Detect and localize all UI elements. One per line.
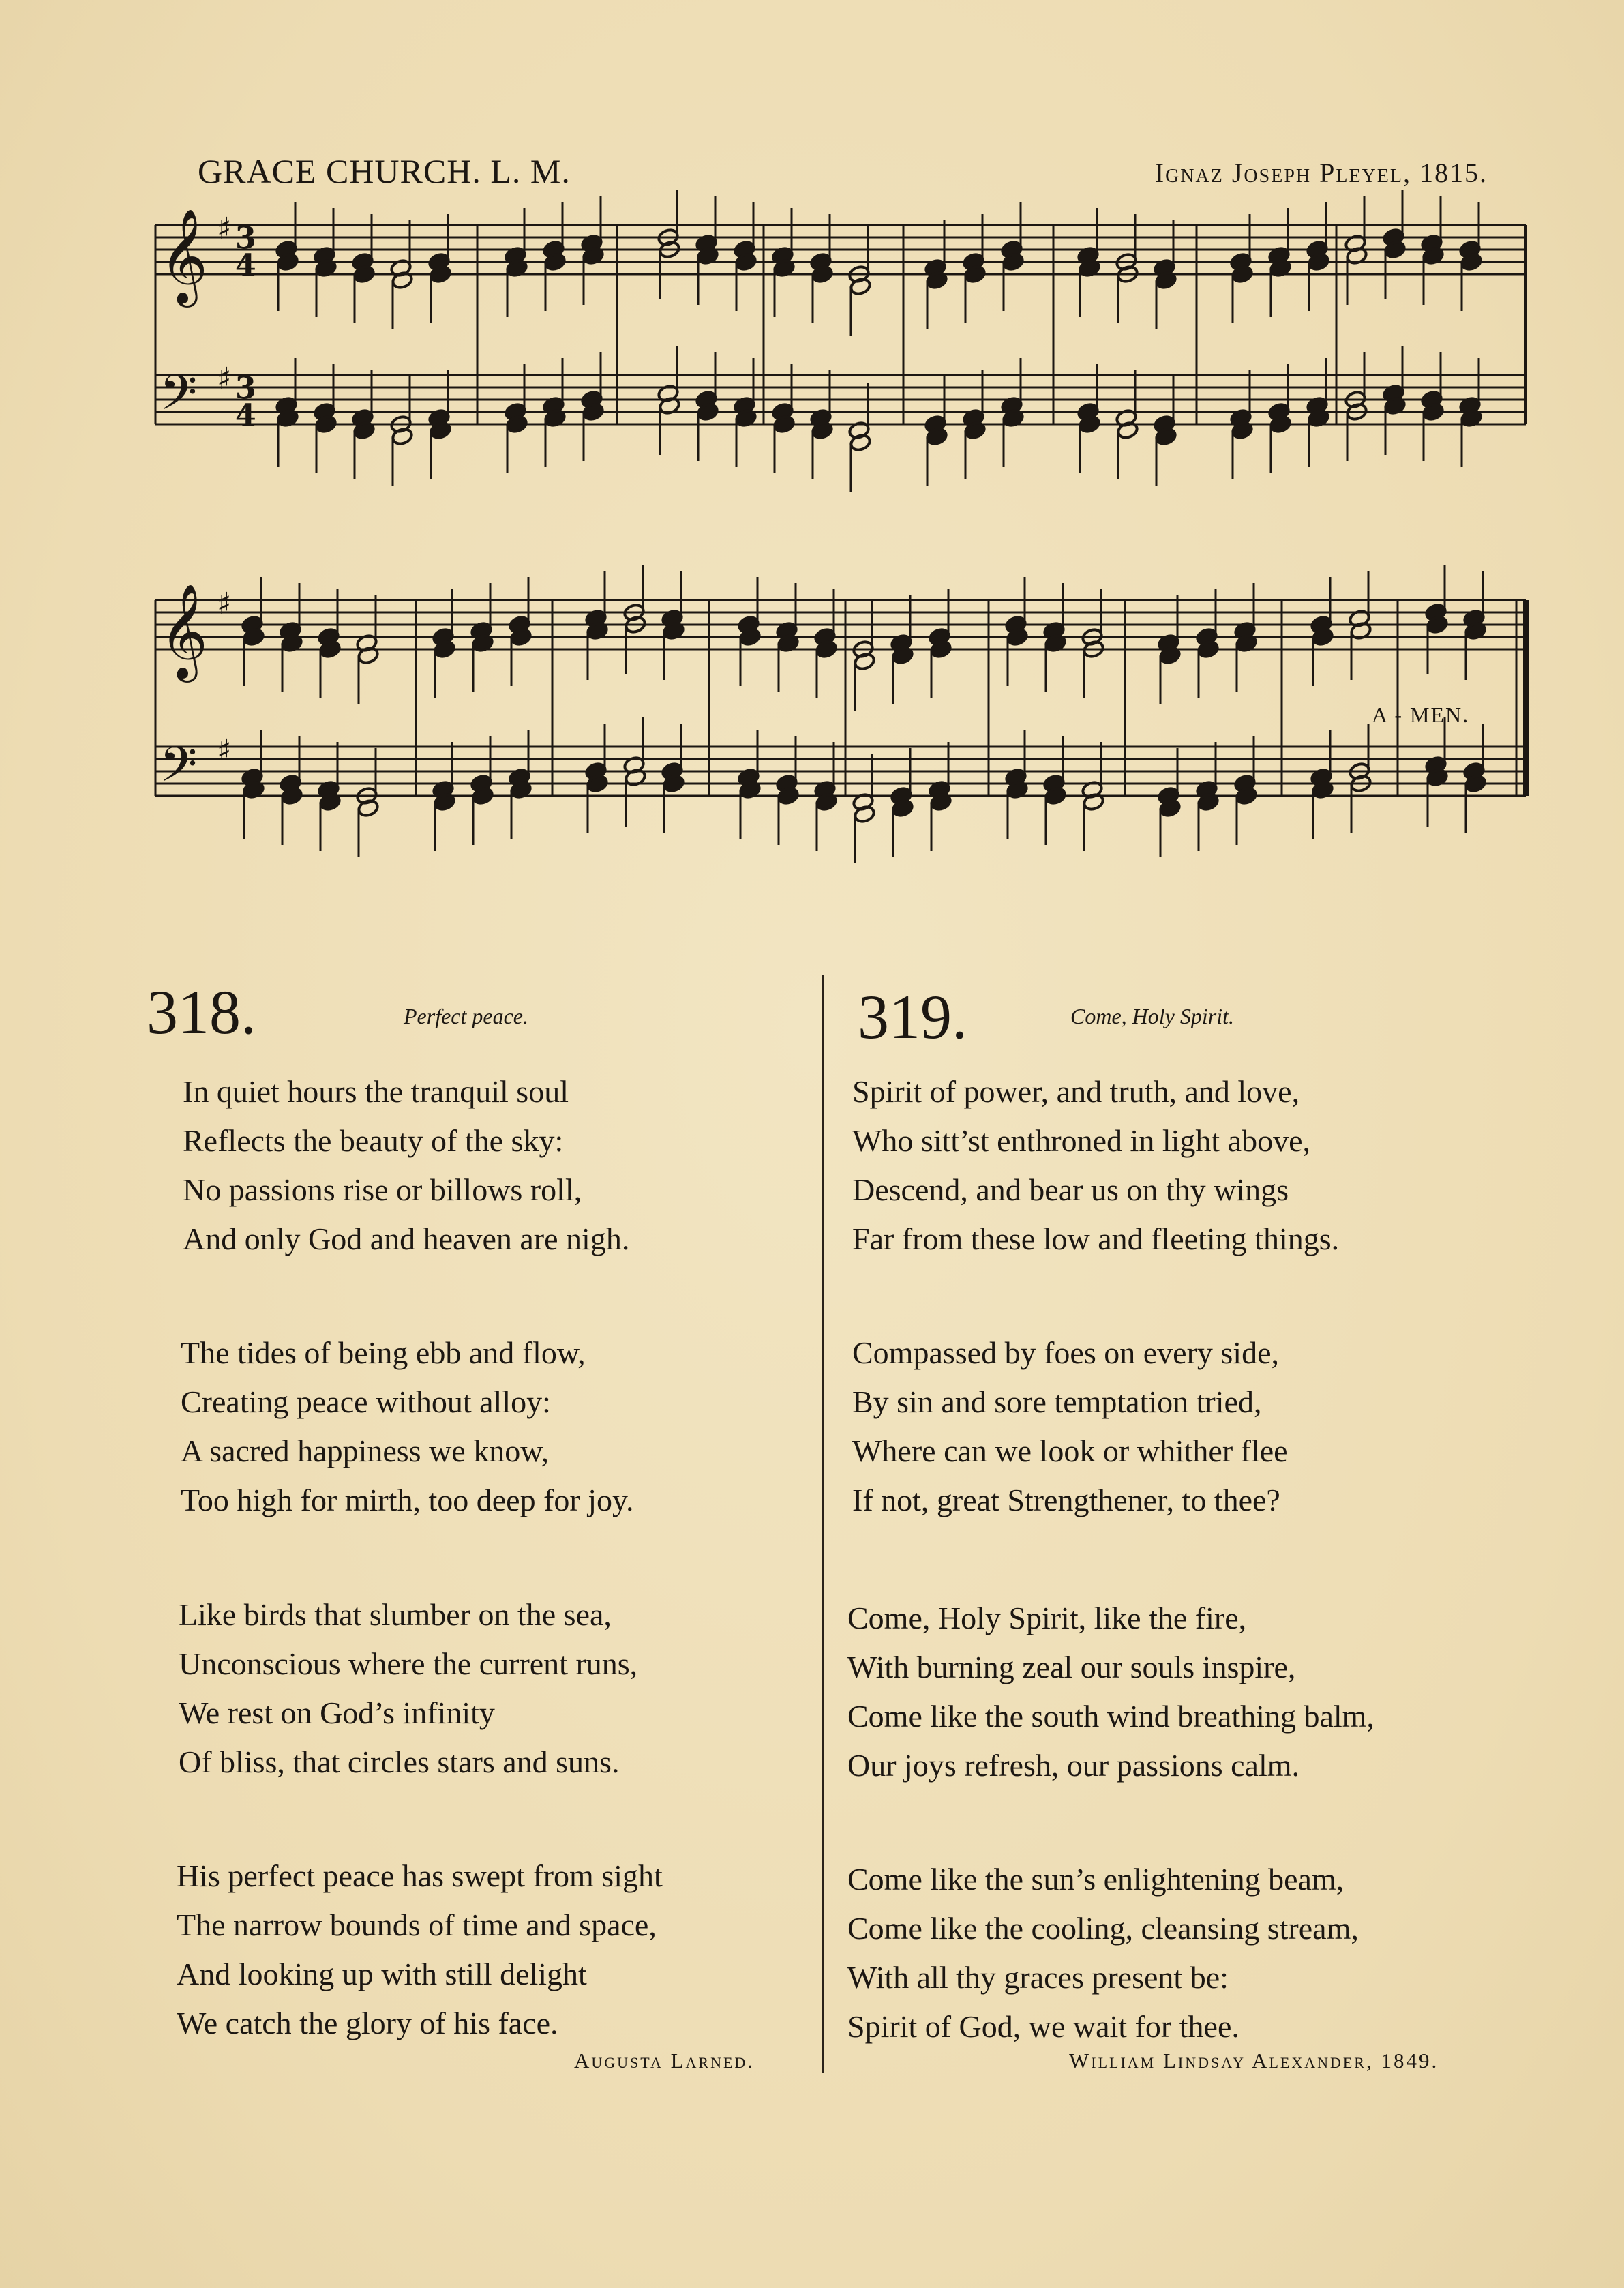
music-score bbox=[0, 0, 1624, 907]
hymn-subtitle: Come, Holy Spirit. bbox=[1070, 1004, 1234, 1028]
amen-label: A - MEN. bbox=[1372, 702, 1470, 727]
verse-line: The tides of being ebb and flow, bbox=[181, 1335, 586, 1370]
verse-line: Compassed by foes on every side, bbox=[852, 1335, 1279, 1370]
verse-line: And only God and heaven are nigh. bbox=[183, 1221, 630, 1256]
verse-line: With burning zeal our souls inspire, bbox=[847, 1650, 1296, 1684]
verse-line: Who sitt’st enthroned in light above, bbox=[852, 1123, 1311, 1158]
svg-text:♯: ♯ bbox=[217, 211, 232, 246]
verse-line: In quiet hours the tranquil soul bbox=[183, 1074, 569, 1109]
verse-line: By sin and sore temptation tried, bbox=[852, 1384, 1262, 1419]
svg-text:𝄞: 𝄞 bbox=[160, 209, 208, 303]
verse-line: We rest on God’s infinity bbox=[179, 1695, 495, 1730]
hymn-subtitle: Perfect peace. bbox=[404, 1004, 528, 1028]
verse-line: Far from these low and fleeting things. bbox=[852, 1221, 1340, 1256]
svg-text:♯: ♯ bbox=[217, 586, 232, 621]
stanza bbox=[181, 1328, 634, 1525]
verse-line: Creating peace without alloy: bbox=[181, 1384, 551, 1419]
hymn-author: William Lindsay Alexander, 1849. bbox=[1069, 2049, 1439, 2072]
stanza bbox=[847, 1594, 1374, 1790]
svg-text:𝄢: 𝄢 bbox=[160, 737, 198, 805]
verse-line: Come like the sun’s enlightening beam, bbox=[847, 1862, 1344, 1897]
verse-line: Come, Holy Spirit, like the fire, bbox=[847, 1601, 1247, 1635]
hymn-number: 319. bbox=[858, 982, 967, 1052]
verse-line: Unconscious where the current runs, bbox=[179, 1646, 638, 1681]
hymn-author: Augusta Larned. bbox=[574, 2049, 755, 2072]
svg-text:4: 4 bbox=[235, 248, 256, 283]
tune-composer: Ignaz Joseph Pleyel, 1815. bbox=[1154, 158, 1488, 188]
svg-text:♯: ♯ bbox=[217, 361, 232, 396]
verse-line: Come like the south wind breathing balm, bbox=[847, 1699, 1374, 1734]
verse-line: Of bliss, that circles stars and suns. bbox=[179, 1744, 620, 1779]
verse-line: His perfect peace has swept from sight bbox=[177, 1858, 663, 1893]
stanza bbox=[852, 1067, 1339, 1264]
svg-text:4: 4 bbox=[235, 398, 256, 433]
tune-title: GRACE CHURCH. L. M. bbox=[198, 152, 571, 190]
verse-line: The narrow bounds of time and space, bbox=[177, 1907, 657, 1942]
svg-text:𝄢: 𝄢 bbox=[160, 365, 198, 433]
svg-text:♯: ♯ bbox=[217, 732, 232, 768]
verse-line: With all thy graces present be: bbox=[847, 1960, 1229, 1995]
verse-line: Descend, and bear us on thy wings bbox=[852, 1172, 1289, 1207]
verse-line: Like birds that slumber on the sea, bbox=[179, 1597, 612, 1632]
verse-line: Too high for mirth, too deep for joy. bbox=[181, 1483, 634, 1517]
stanza bbox=[177, 1852, 663, 2048]
verse-line: Spirit of God, we wait for thee. bbox=[847, 2009, 1239, 2044]
stanza bbox=[183, 1067, 629, 1264]
verse-line: Come like the cooling, cleansing stream, bbox=[847, 1911, 1359, 1946]
verse-line: Where can we look or whither flee bbox=[852, 1433, 1288, 1468]
stanza bbox=[852, 1328, 1288, 1525]
stanza bbox=[179, 1590, 637, 1787]
verse-line: Spirit of power, and truth, and love, bbox=[852, 1074, 1300, 1109]
hymn-number: 318. bbox=[147, 977, 256, 1047]
svg-text:3: 3 bbox=[235, 221, 256, 256]
column-divider bbox=[822, 975, 824, 2073]
verse-line: And looking up with still delight bbox=[177, 1957, 587, 1991]
verse-line: Our joys refresh, our passions calm. bbox=[847, 1748, 1300, 1783]
verse-line: If not, great Strengthener, to thee? bbox=[852, 1483, 1280, 1517]
svg-text:𝄞: 𝄞 bbox=[160, 584, 208, 679]
stanza bbox=[847, 1855, 1359, 2051]
verse-line: No passions rise or billows roll, bbox=[183, 1172, 582, 1207]
verse-line: Reflects the beauty of the sky: bbox=[183, 1123, 564, 1158]
verse-line: We catch the glory of his face. bbox=[177, 2006, 558, 2040]
verse-line: A sacred happiness we know, bbox=[181, 1433, 549, 1468]
svg-text:3: 3 bbox=[235, 371, 256, 406]
